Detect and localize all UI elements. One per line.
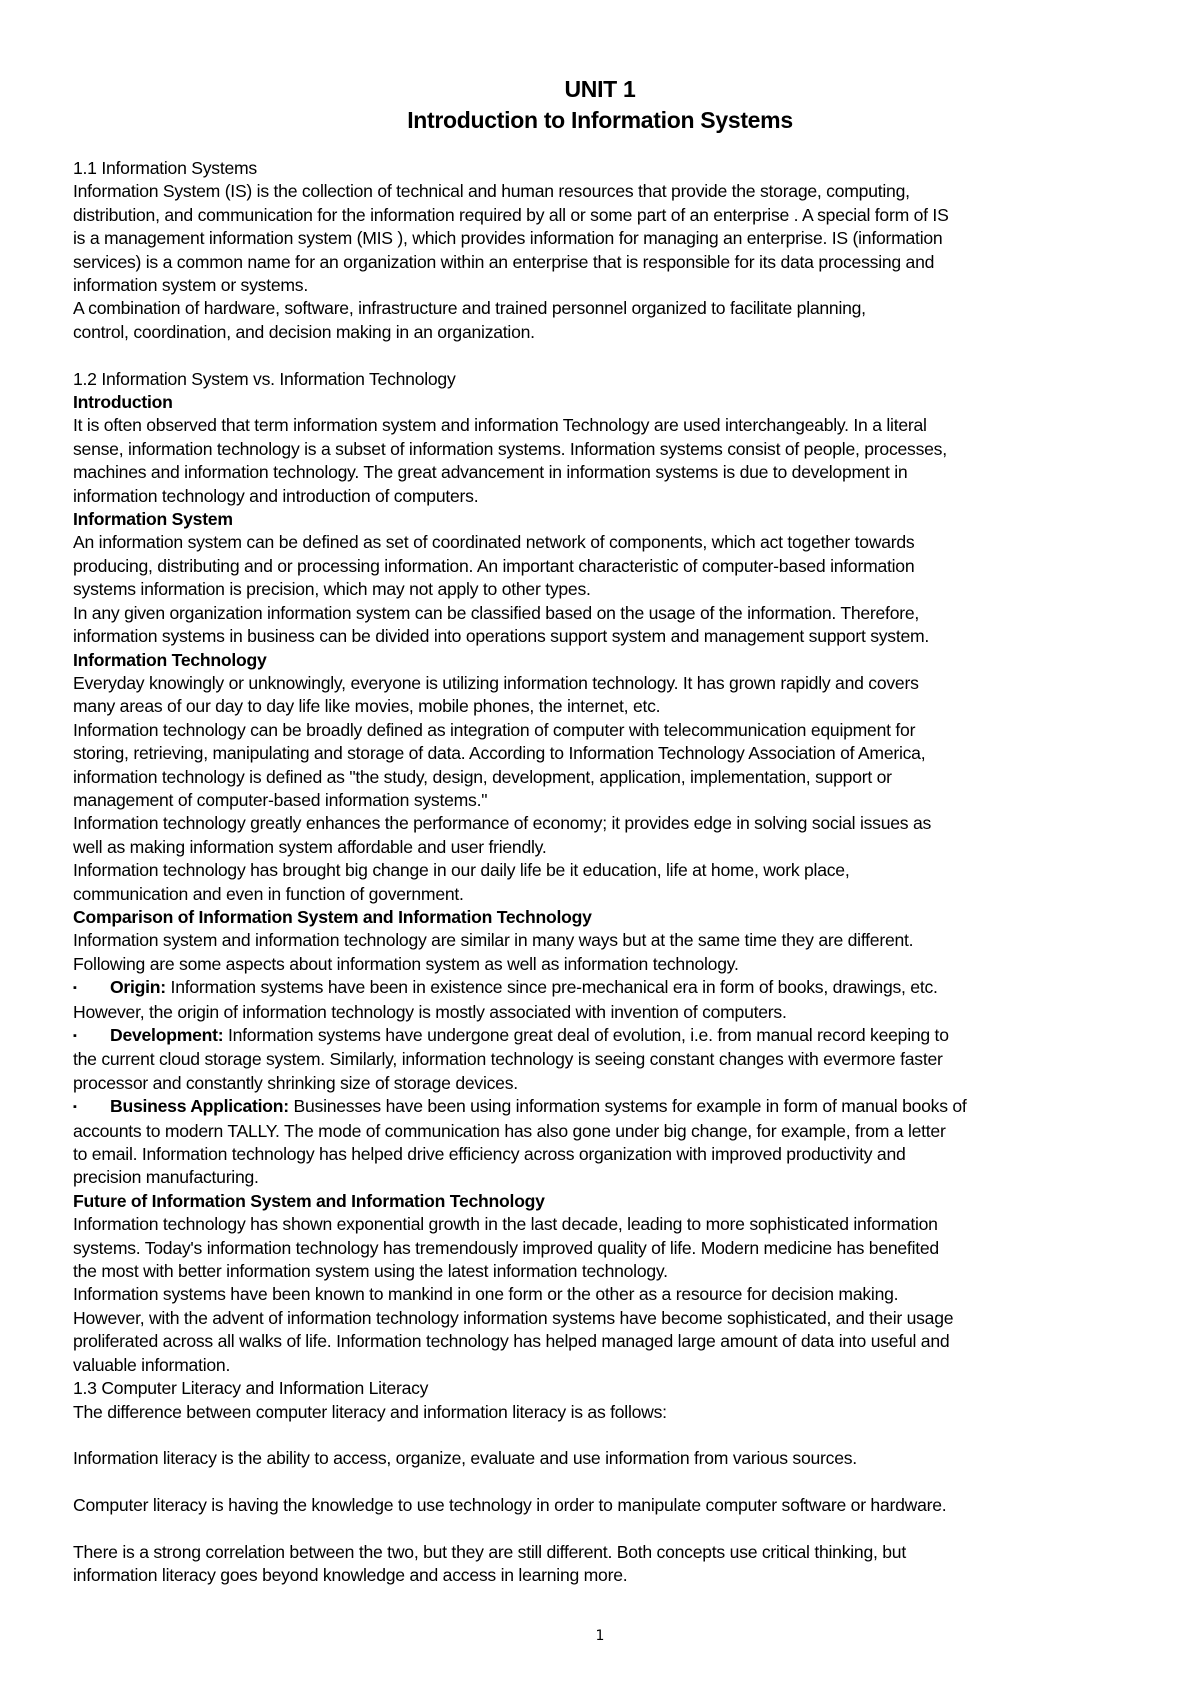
paragraph-line: distribution, and communication for the information required by all or some part of an enterprise . A special form of IS [73,204,949,225]
paragraph-line: well as making information system affordable and user friendly. [73,836,547,857]
paragraph-line: management of computer-based information systems." [73,789,488,810]
unit-title: UNIT 1 [564,76,636,102]
paragraph-line: machines and information technology. The great advancement in information systems is due to development in [73,462,908,483]
paragraph-line: communication and even in function of government. [73,883,464,904]
bullet-development [73,1024,1135,1048]
paragraph-line: information technology and introduction of computers. [73,485,479,506]
subheading-comparison: Comparison of Information System and Information Technology [73,906,592,927]
bullet-marker: ▪ [73,1101,77,1114]
paragraph-line: Following are some aspects about information system as well as information technology. [73,953,739,974]
paragraph-line: information technology is defined as "the study, design, development, application, implementation, support or [73,766,892,787]
paragraph-line: An information system can be defined as set of coordinated network of components, which act together towards [73,532,915,553]
paragraph-line: It is often observed that term information system and information Technology are used interchangeably. In a literal [73,415,927,436]
bullet-marker: ▪ [73,982,77,995]
chapter-title: Introduction to Information Systems [407,107,793,133]
section-heading-1-3: 1.3 Computer Literacy and Information Literacy [73,1378,429,1399]
paragraph-line: proliferated across all walks of life. Information technology has helped managed large amount of data into useful and [73,1331,950,1352]
page-number: 1 [595,1628,605,1644]
bullet-business-application [73,1095,1135,1119]
paragraph-line: Information technology has brought big change in our daily life be it education, life at home, work place, [73,860,850,881]
paragraph-line: However, the origin of information technology is mostly associated with invention of computers. [73,1001,787,1022]
paragraph-line: Information systems have been known to mankind in one form or the other as a resource for decision making. [73,1284,899,1305]
paragraph-line: Information technology greatly enhances the performance of economy; it provides edge in solving social issues as [73,813,932,834]
paragraph-line: There is a strong correlation between the two, but they are still different. Both concepts use critical thinking, but [73,1541,906,1562]
paragraph-line: is a management information system (MIS ), which provides information for managing an enterprise. IS (information [73,228,943,249]
paragraph-line: the current cloud storage system. Similarly, information technology is seeing constant changes with evermore faster [73,1049,943,1070]
paragraph-line: Everyday knowingly or unknowingly, everyone is utilizing information technology. It has grown rapidly and covers [73,672,919,693]
paragraph-line: Information system and information technology are similar in many ways but at the same time they are different. [73,930,914,951]
section-heading-1-1: 1.1 Information Systems [73,158,257,178]
paragraph-line: Computer literacy is having the knowledge to use technology in order to manipulate computer software or hardware. [73,1495,947,1516]
paragraph-line: systems. Today's information technology has tremendously improved quality of life. Modern medicine has benefited [73,1237,939,1258]
paragraph-line: processor and constantly shrinking size of storage devices. [73,1072,518,1093]
bullet-text: Information systems have undergone great deal of evolution, i.e. from manual record keeping to [223,1025,949,1046]
subheading-information-system: Information System [73,509,233,530]
bullet-text: Information systems have been in existence since pre-mechanical era in form of books, drawings, etc. [165,977,938,998]
paragraph-line: precision manufacturing. [73,1167,259,1188]
paragraph-line: accounts to modern TALLY. The mode of communication has also gone under big change, for example, from a letter [73,1120,946,1141]
bullet-label: Business Application: [110,1096,289,1117]
bullet-label: Origin: [110,977,166,998]
paragraph-line: storing, retrieving, manipulating and storage of data. According to Information Technology Association of America, [73,743,926,764]
paragraph-line: information system or systems. [73,275,308,296]
paragraph-line: producing, distributing and or processing information. An important characteristic of computer-based information [73,555,915,576]
paragraph-line: valuable information. [73,1354,231,1375]
paragraph-line: Information technology has shown exponential growth in the last decade, leading to more sophisticated information [73,1214,938,1235]
paragraph-line: many areas of our day to day life like movies, mobile phones, the internet, etc. [73,696,661,717]
paragraph-line: The difference between computer literacy and information literacy is as follows: [73,1401,667,1422]
subheading-future: Future of Information System and Information Technology [73,1190,545,1211]
section-heading-1-2: 1.2 Information System vs. Information Technology [73,368,456,389]
paragraph-line: the most with better information system using the latest information technology. [73,1261,668,1282]
paragraph-line: information systems in business can be divided into operations support system and management support system. [73,626,930,647]
blank-line [73,1518,1135,1541]
paragraph-line: information literacy goes beyond knowledge and access in learning more. [73,1565,628,1586]
paragraph-line: services) is a common name for an organization within an enterprise that is responsible for its data processing and [73,251,935,272]
paragraph-line: Information technology can be broadly defined as integration of computer with telecommunication equipment for [73,719,916,740]
paragraph-line: control, coordination, and decision making in an organization. [73,321,535,342]
document-body [73,157,1135,1588]
bullet-label: Development: [110,1025,224,1046]
blank-line [73,1471,1135,1494]
paragraph-line: Information literacy is the ability to access, organize, evaluate and use information from various sources. [73,1448,857,1469]
paragraph-line: Information System (IS) is the collection of technical and human resources that provide the storage, computing, [73,181,910,202]
paragraph-line: systems information is precision, which may not apply to other types. [73,579,591,600]
bullet-marker: ▪ [73,1030,77,1043]
subheading-introduction: Introduction [73,392,173,413]
paragraph-line: A combination of hardware, software, infrastructure and trained personnel organized to facilitate planning, [73,298,866,319]
blank-line [73,1424,1135,1447]
paragraph-line: In any given organization information system can be classified based on the usage of the information. Therefore, [73,602,920,623]
blank-line [73,344,1135,367]
paragraph-line: However, with the advent of information technology information systems have become sophisticated, and their usage [73,1307,954,1328]
title-block [0,74,1200,136]
bullet-text: Businesses have been using information systems for example in form of manual books of [288,1096,967,1117]
paragraph-line: to email. Information technology has helped drive efficiency across organization with improved productivity and [73,1144,906,1165]
bullet-origin [73,976,1135,1000]
subheading-information-technology: Information Technology [73,649,267,670]
paragraph-line: sense, information technology is a subset of information systems. Information systems consist of people, processes, [73,438,947,459]
